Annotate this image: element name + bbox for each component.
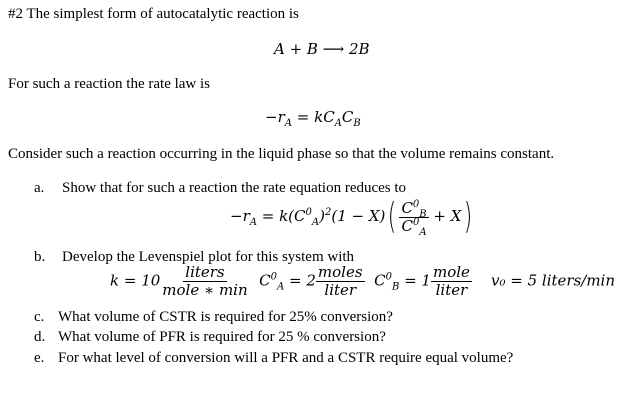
constant-volume-text: Consider such a reaction occurring in the liquid phase so that the volume remains constant.	[8, 146, 555, 162]
part-d-marker: d.	[34, 329, 46, 345]
k-unit-den: mole ∗ min	[162, 281, 248, 299]
ca0-unit-den: liter	[324, 281, 357, 299]
part-b-marker: b.	[34, 249, 46, 265]
ca0-value: = 2	[289, 271, 316, 290]
cb0-unit-den: liter	[435, 281, 468, 299]
rate-law-rhs: = kC	[296, 108, 335, 126]
rate-law-lhs: −r	[265, 108, 285, 126]
part-d-text: What volume of PFR is required for 25 % conversion?	[58, 329, 386, 345]
part-c-text: What volume of CSTR is required for 25% conversion?	[58, 309, 393, 325]
problem-title: #2 The simplest form of autocatalytic reaction is	[8, 6, 299, 22]
v0-value: v₀ = 5 liters/min	[491, 271, 616, 290]
part-b-text: Develop the Levenspiel plot for this system with	[62, 249, 355, 265]
k-lhs: k = 10	[110, 271, 161, 290]
part-a-marker: a.	[34, 180, 45, 196]
part-a-text: Show that for such a reaction the rate equation reduces to	[62, 180, 407, 196]
cb0-value: = 1	[404, 271, 431, 290]
part-e-text: For what level of conversion will a PFR and a CSTR require equal volume?	[58, 350, 514, 366]
part-c-marker: c.	[34, 309, 45, 325]
rate-law-intro: For such a reaction the rate law is	[8, 76, 211, 92]
parameters-line: k = 10 $\frac{\text{liters}}{\text{mole ∗ min}}$ $C^0_A = 2$ $\frac{\text{moles}}{\text{liter}}$ $C^0_B = 1$ $\frac{\text{mole}}{\text{liter}}$ v₀ = 5 liters/min	[110, 263, 616, 299]
part-e-marker: e.	[34, 350, 45, 366]
reaction-equation: A + B ⟶ 2B	[274, 40, 370, 58]
ca0-unit-num: moles	[317, 263, 363, 281]
k-unit-num: liters	[185, 263, 225, 281]
reduced-rate-equation: $-r_A = k(C^0_A)^2(1 - X)$( $\frac{C^0_B}{C^0_A}$ + X)	[230, 196, 473, 238]
cb0-unit-num: mole	[432, 263, 470, 281]
rate-law-equation: $-r_A = kC_AC_B$	[265, 108, 361, 129]
